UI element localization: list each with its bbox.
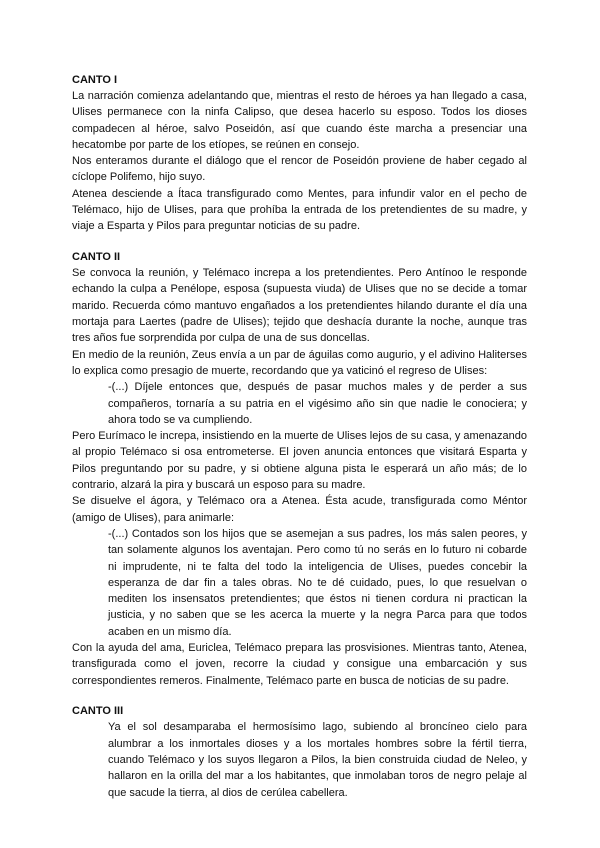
canto-1-heading: CANTO I (72, 74, 118, 86)
canto-1-section (72, 72, 527, 235)
canto-3-section (72, 703, 527, 800)
canto-3-heading: CANTO III (72, 705, 124, 718)
canto-2-quote-1: -(...) Díjele entonces que, después de pasar muchos males y de perder a sus compañeros, tornaría a su patria en el vigésimo año sin que nadie le conociera; y ahora todo se va cumpliendo. (108, 381, 527, 426)
canto-1-paragraph-3: Atenea desciende a Ítaca transfigurado como Mentes, para infundir valor en el pecho de Telémaco, hijo de Ulises, para que prohíba la entrada de los pretendientes de su madre, y viaje a Esparta y Pilos para preguntar noticias de su padre. (72, 187, 527, 233)
canto-2-paragraph-5: Con la ayuda del ama, Euriclea, Telémaco prepara las prosvisiones. Mientras tanto, Atenea, transfigurada como el joven, recorre la ciudad y consigue una embarcación y sus correspondientes remeros. Finalmente, Telémaco parte en busca de noticias de su padre. (72, 642, 527, 687)
canto-2-paragraph-2: En medio de la reunión, Zeus envía a un par de águilas como augurio, y el adivino Haliterses lo explica como presagio de muerte, recordando que ya vaticinó el regreso de Ulises: (72, 348, 527, 377)
canto-3-quote-1: Ya el sol desamparaba el hermosísimo lago, subiendo al broncíneo cielo para alumbrar a los inmortales dioses y a los mortales hombres sobre la fértil tierra, cuando Telémaco y los suyos llegaron a Pilos, la bien construida ciudad de Neleo, y hallaron en la orilla del mar a los habitantes, que inmolaban toros de negro pelaje al que sacude la tierra, al dios de cerúlea cabellera. (108, 721, 527, 799)
canto-1-paragraph-2: Nos enteramos durante el diálogo que el rencor de Poseidón proviene de haber cegado al cíclope Polifemo, hijo suyo. (72, 155, 527, 184)
canto-2-heading: CANTO II (72, 251, 121, 264)
canto-2-quote-2: -(...) Contados son los hijos que se asemejan a sus padres, los más salen peores, y tan solamente algunos los aventajan. Pero como tú no serás en lo futuro ni cobarde ni imprudente, ni te falta del todo la inteligencia de Ulises, puedes concebir la esperanza de dar fin a tales obras. No te dé cuidado, pues, lo que resuelvan o mediten los insensatos pretendientes; que éstos ni tienen cordura ni practican la justicia, y no saben que se les acerca la muerte y la negra Parca para que todos acaben en un mismo día. (108, 527, 527, 638)
canto-2-paragraph-1: Se convoca la reunión, y Telémaco increpa a los pretendientes. Pero Antínoo le responde echando la culpa a Penélope, esposa (supuesta viuda) de Ulises que no se decide a tomar marido. Recuerda cómo mantuvo engañados a los pretendientes hilando durante el día una mortaja para Laertes (padre de Ulises); tejido que deshacía durante la noche, aunque tras tres años fue sorprendida por culpa de una de sus doncellas. (72, 267, 527, 345)
canto-2-paragraph-4: Se disuelve el ágora, y Telémaco ora a Atenea. Ésta acude, transfigurada como Méntor (amigo de Ulises), para animarle: (72, 495, 527, 524)
canto-1-paragraph-1: La narración comienza adelantando que, mientras el resto de héroes ya han llegado a casa, Ulises permanece con la ninfa Calipso, que desea hacerlo su esposo. Todos los dioses compadecen al héroe, salvo Poseidón, así que cuando éste marcha a presenciar una hecatombe por parte de los etíopes, se reúnen en consejo. (72, 90, 527, 151)
canto-2-paragraph-3: Pero Eurímaco le increpa, insistiendo en la muerte de Ulises lejos de su casa, y amenazando al propio Telémaco si osa entrometerse. El joven anuncia entonces que visitará Esparta y Pilos preguntando por su padre, y si obtiene alguna pista le esperará un año más; de lo contrario, alzará la pira y buscará un esposo para su madre. (72, 430, 527, 492)
canto-2-section (72, 249, 527, 689)
